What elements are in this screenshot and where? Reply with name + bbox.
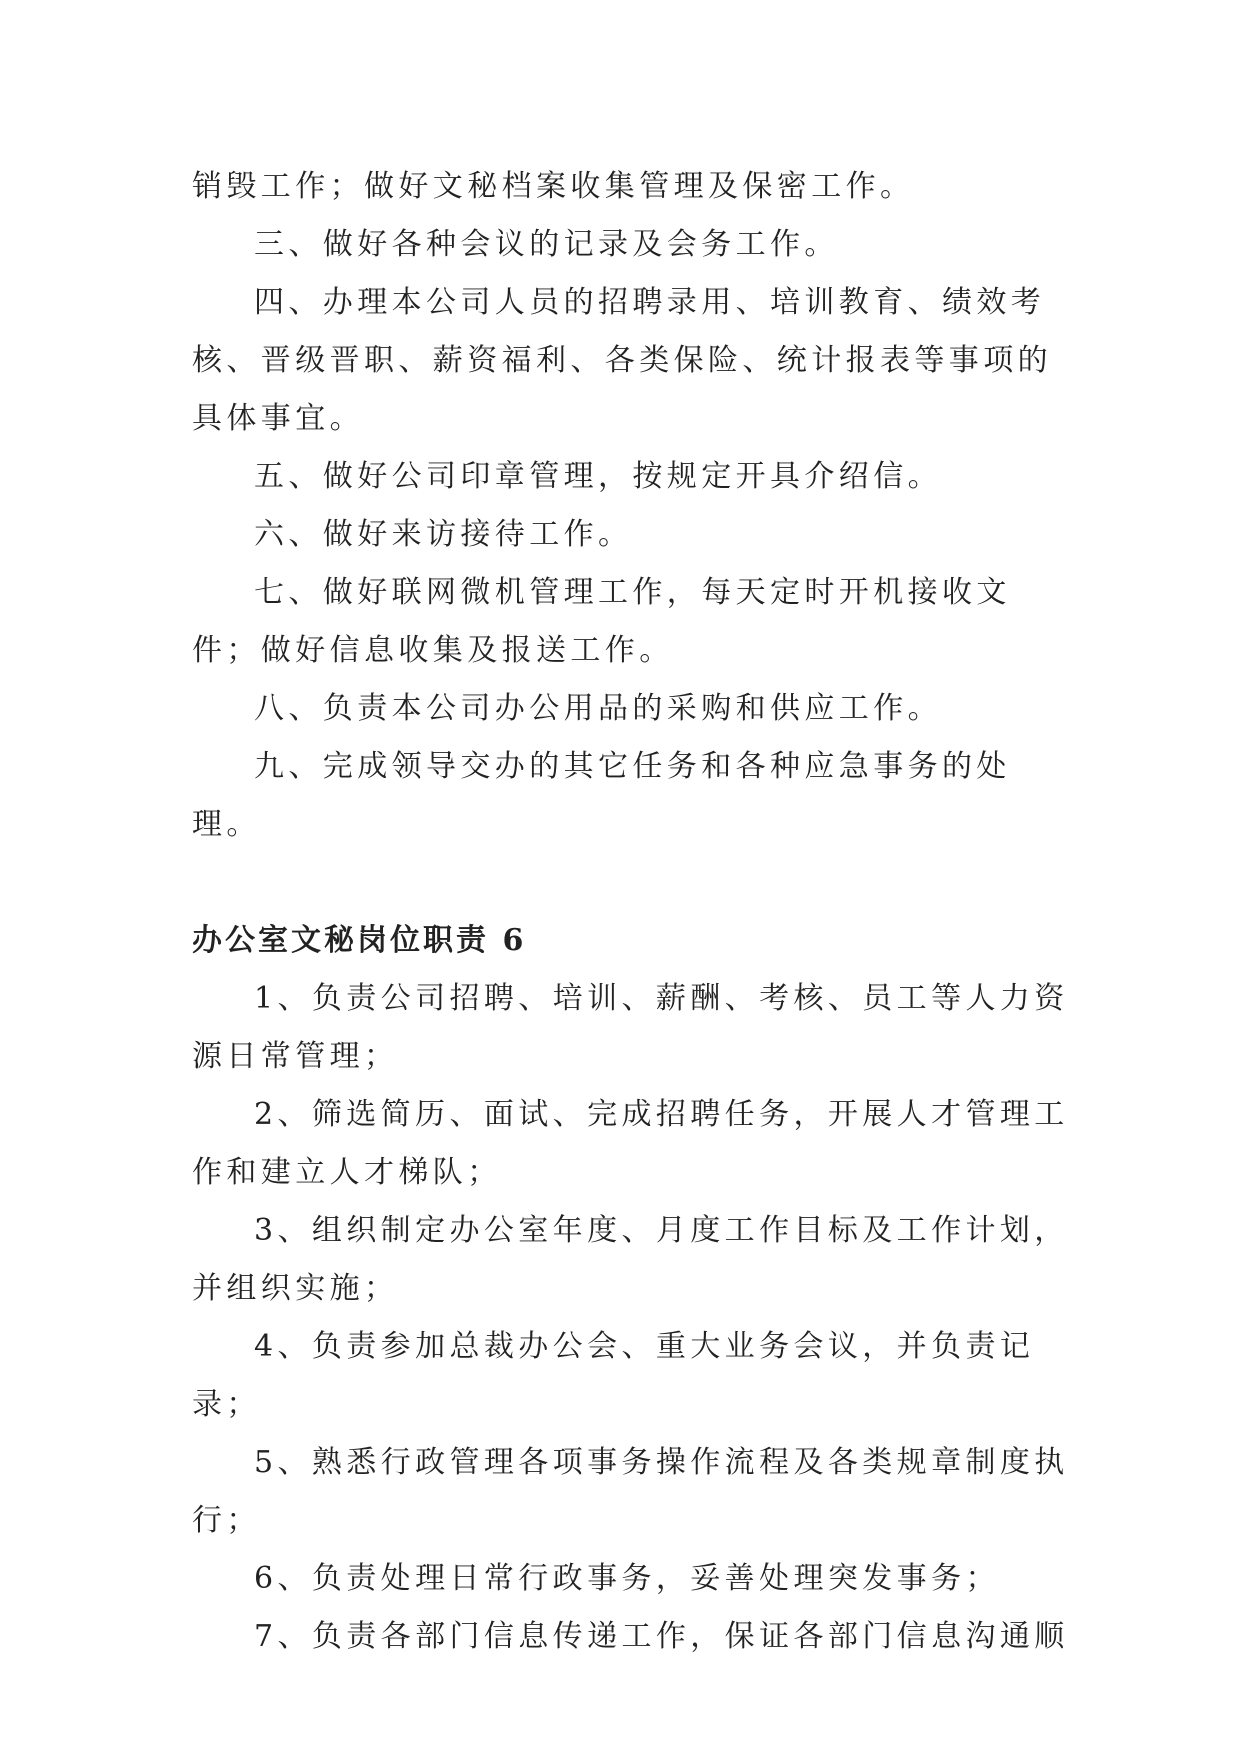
duty-item-4: 4、负责参加总裁办公会、重大业务会议，并负责记录； xyxy=(192,1329,1035,1422)
section-title: 办公室文秘岗位职责 6 xyxy=(192,923,527,958)
duty-item-6: 6、负责处理日常行政事务，妥善处理突发事务； xyxy=(254,1561,1000,1596)
duty-item-1: 1、负责公司招聘、培训、薪酬、考核、员工等人力资源日常管理； xyxy=(192,981,1069,1074)
paragraph-item-7: 七、做好联网微机管理工作，每天定时开机接收文件；做好信息收集及报送工作。 xyxy=(192,575,1011,668)
paragraph-item-8: 八、负责本公司办公用品的采购和供应工作。 xyxy=(254,691,942,726)
duty-item-3: 3、组织制定办公室年度、月度工作目标及工作计划，并组织实施； xyxy=(192,1213,1069,1306)
paragraph-item-9: 九、完成领导交办的其它任务和各种应急事务的处理。 xyxy=(192,749,1011,842)
section-spacer xyxy=(192,854,1072,912)
paragraph-item-5: 五、做好公司印章管理，按规定开具介绍信。 xyxy=(254,459,942,494)
paragraph-item-3: 三、做好各种会议的记录及会务工作。 xyxy=(254,227,839,262)
paragraph-continuation: 销毁工作；做好文秘档案收集管理及保密工作。 xyxy=(192,169,915,204)
duty-item-5: 5、熟悉行政管理各项事务操作流程及各类规章制度执行； xyxy=(192,1445,1069,1538)
duty-item-7: 7、负责各部门信息传递工作，保证各部门信息沟通顺 xyxy=(254,1619,1069,1654)
duty-item-2: 2、筛选简历、面试、完成招聘任务，开展人才管理工作和建立人才梯队； xyxy=(192,1097,1069,1190)
document-body xyxy=(192,158,1072,1666)
paragraph-item-6: 六、做好来访接待工作。 xyxy=(254,517,633,552)
paragraph-item-4: 四、办理本公司人员的招聘录用、培训教育、绩效考核、晋级晋职、薪资福利、各类保险、统计报表等事项的具体事宜。 xyxy=(192,285,1052,436)
